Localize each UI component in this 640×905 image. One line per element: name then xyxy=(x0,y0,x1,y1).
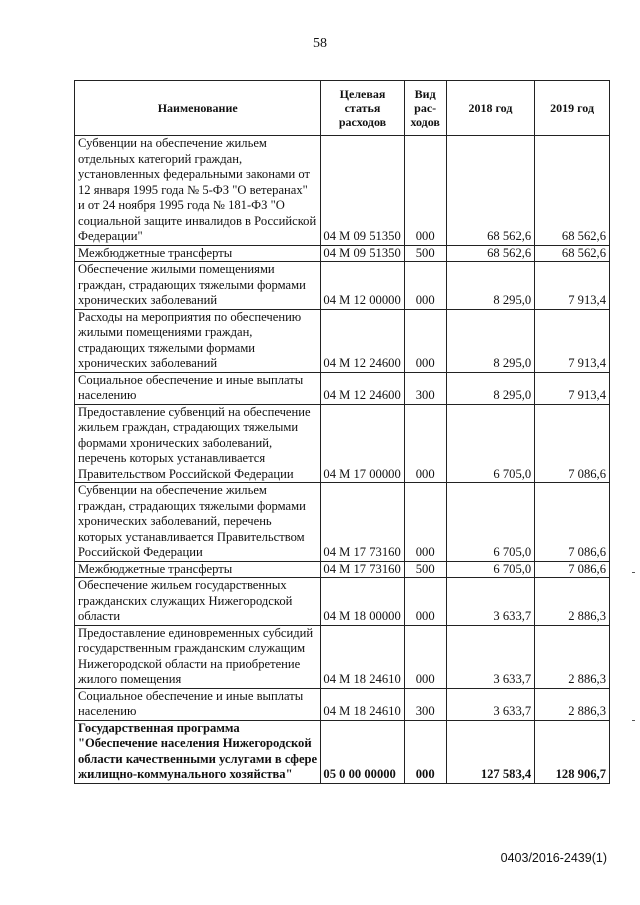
header-2018: 2018 год xyxy=(446,81,534,136)
cell-target-article: 04 М 17 00000 xyxy=(321,404,404,483)
table-row xyxy=(75,625,610,688)
header-expense-type: Вид рас-ходов xyxy=(404,81,446,136)
cell-expense-type: 000 xyxy=(404,720,446,783)
cell-target-article: 04 М 17 73160 xyxy=(321,483,404,562)
cell-2018: 3 633,7 xyxy=(446,625,534,688)
cell-name: Субвенции на обеспечение жильем граждан, страдающих тяжелыми формами хронических заболеваний, перечень которых устанавливается Правительством Российской Федерации xyxy=(75,483,321,562)
cell-expense-type: 000 xyxy=(404,578,446,626)
cell-expense-type: 000 xyxy=(404,625,446,688)
budget-table xyxy=(74,80,610,784)
page-number: 58 xyxy=(313,36,327,51)
cell-2019: 7 086,6 xyxy=(535,404,610,483)
cell-2018: 8 295,0 xyxy=(446,262,534,310)
cell-name: Субвенции на обеспечение жильем отдельных категорий граждан, установленных федеральными законами от 12 января 1995 года № 5-ФЗ "О ветеранах" и от 24 ноября 1995 года № 181-ФЗ "О социальной защите инвалидов в Российской Федерации" xyxy=(75,136,321,246)
table-row xyxy=(75,720,610,783)
cell-name: Межбюджетные трансферты xyxy=(75,561,321,578)
table-row xyxy=(75,309,610,372)
cell-2018: 3 633,7 xyxy=(446,688,534,720)
cell-name: Государственная программа "Обеспечение населения Нижегородской области качественными услугами в сфере жилищно-коммунального хозяйства" xyxy=(75,720,321,783)
cell-name: Социальное обеспечение и иные выплаты населению xyxy=(75,688,321,720)
cell-target-article: 04 М 17 73160 xyxy=(321,561,404,578)
cell-expense-type: 500 xyxy=(404,245,446,262)
cell-2018: 6 705,0 xyxy=(446,561,534,578)
cell-target-article: 05 0 00 00000 xyxy=(321,720,404,783)
cell-expense-type: 300 xyxy=(404,688,446,720)
cell-2019: 2 886,3 xyxy=(535,625,610,688)
document-code: 0403/2016-2439(1) xyxy=(500,851,607,865)
cell-2019: 2 886,3 xyxy=(535,688,610,720)
cell-2018: 68 562,6 xyxy=(446,245,534,262)
header-name: Наименование xyxy=(75,81,321,136)
cell-target-article: 04 М 09 51350 xyxy=(321,245,404,262)
table-row xyxy=(75,578,610,626)
cell-2019: 68 562,6 xyxy=(535,245,610,262)
cell-2018: 68 562,6 xyxy=(446,136,534,246)
table-row xyxy=(75,245,610,262)
header-2019: 2019 год xyxy=(535,81,610,136)
cell-expense-type: 000 xyxy=(404,483,446,562)
cell-expense-type: 000 xyxy=(404,404,446,483)
cell-2018: 6 705,0 xyxy=(446,404,534,483)
cell-name: Предоставление субвенций на обеспечение жильем граждан, страдающих тяжелыми формами хронических заболеваний, перечень которых устанавливается Правительством Российской Федерации xyxy=(75,404,321,483)
cell-name: Обеспечение жильем государственных гражданских служащих Нижегородской области xyxy=(75,578,321,626)
cell-2019: 128 906,7 xyxy=(535,720,610,783)
cell-2019: 7 086,6 xyxy=(535,561,610,578)
table-row xyxy=(75,483,610,562)
edge-mark xyxy=(632,572,635,573)
edge-mark xyxy=(632,720,635,721)
cell-expense-type: 500 xyxy=(404,561,446,578)
cell-2018: 127 583,4 xyxy=(446,720,534,783)
cell-target-article: 04 М 12 24600 xyxy=(321,372,404,404)
table-row xyxy=(75,688,610,720)
table-row xyxy=(75,561,610,578)
table-row xyxy=(75,136,610,246)
cell-2019: 7 086,6 xyxy=(535,483,610,562)
cell-target-article: 04 М 12 00000 xyxy=(321,262,404,310)
cell-name: Межбюджетные трансферты xyxy=(75,245,321,262)
cell-name: Социальное обеспечение и иные выплаты населению xyxy=(75,372,321,404)
cell-expense-type: 300 xyxy=(404,372,446,404)
cell-2019: 7 913,4 xyxy=(535,262,610,310)
cell-2019: 68 562,6 xyxy=(535,136,610,246)
cell-2018: 6 705,0 xyxy=(446,483,534,562)
cell-expense-type: 000 xyxy=(404,136,446,246)
cell-target-article: 04 М 12 24600 xyxy=(321,309,404,372)
cell-name: Предоставление единовременных субсидий государственным гражданским служащим Нижегородской области на приобретение жилого помещения xyxy=(75,625,321,688)
table-header-row xyxy=(75,81,610,136)
cell-target-article: 04 М 09 51350 xyxy=(321,136,404,246)
cell-name: Обеспечение жилыми помещениями граждан, страдающих тяжелыми формами хронических заболеваний xyxy=(75,262,321,310)
cell-2018: 8 295,0 xyxy=(446,372,534,404)
cell-expense-type: 000 xyxy=(404,309,446,372)
cell-2018: 3 633,7 xyxy=(446,578,534,626)
cell-2019: 7 913,4 xyxy=(535,309,610,372)
cell-target-article: 04 М 18 24610 xyxy=(321,625,404,688)
cell-expense-type: 000 xyxy=(404,262,446,310)
table-row xyxy=(75,404,610,483)
cell-2018: 8 295,0 xyxy=(446,309,534,372)
header-target-article: Целевая статья расходов xyxy=(321,81,404,136)
cell-target-article: 04 М 18 00000 xyxy=(321,578,404,626)
table-row xyxy=(75,262,610,310)
cell-2019: 7 913,4 xyxy=(535,372,610,404)
cell-target-article: 04 М 18 24610 xyxy=(321,688,404,720)
cell-name: Расходы на мероприятия по обеспечению жилыми помещениями граждан, страдающих тяжелыми формами хронических заболеваний xyxy=(75,309,321,372)
cell-2019: 2 886,3 xyxy=(535,578,610,626)
table-row xyxy=(75,372,610,404)
